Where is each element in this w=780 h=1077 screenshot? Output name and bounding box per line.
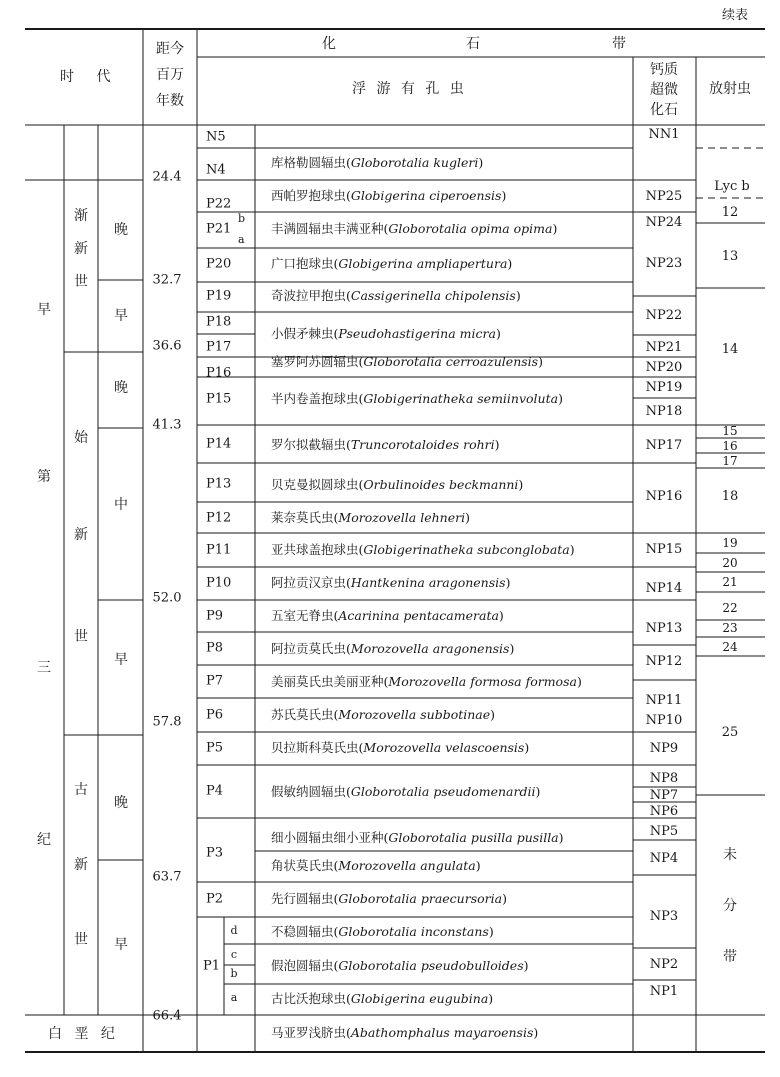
- nanno-zone: NP17: [645, 438, 683, 453]
- species-entry: 马亚罗浅脐虫(Abathomphalus mayaroensis): [271, 1024, 539, 1040]
- foram-zone: P1: [203, 958, 221, 974]
- foram-zone: P17: [206, 339, 232, 355]
- epoch-oligocene-2: 新: [74, 241, 88, 257]
- foram-zone: P18: [206, 314, 232, 330]
- species-entry: 苏氏莫氏虫(Morozovella subbotinae): [271, 706, 496, 722]
- nanno-zone: NP25: [645, 189, 683, 204]
- foram-zone: P7: [206, 673, 224, 689]
- species-entry: 古比沃抱球虫(Globigerina eugubina): [271, 990, 494, 1006]
- nanno-zone: NP5: [649, 824, 679, 839]
- nanno-zone: NP9: [649, 741, 679, 756]
- epoch-paleocene-3: 世: [74, 932, 88, 948]
- foram-zone: P2: [206, 891, 224, 907]
- era-header: 时 代: [60, 69, 111, 85]
- foram-zone: N4: [206, 162, 226, 178]
- species-entry: 罗尔拟截辐虫(Truncorotaloides rohri): [271, 436, 500, 452]
- radiolaria-zone: 18: [721, 489, 739, 504]
- age-header-line2: 百万: [156, 67, 184, 83]
- foram-zone: P13: [206, 476, 232, 492]
- radiolaria-zone: 20: [722, 556, 738, 570]
- species-entry: 假泡圆辐虫(Globorotalia pseudobulloides): [271, 957, 529, 973]
- nanno-zone: NP20: [645, 360, 683, 375]
- epoch-eocene-1: 始: [74, 430, 88, 446]
- foram-zone: P15: [206, 391, 232, 407]
- species-entry: 假敏纳圆辐虫(Globorotalia pseudomenardii): [271, 783, 541, 799]
- nanno-zone: NP11: [645, 693, 683, 708]
- nanno-header-line2: 超微: [650, 82, 678, 98]
- species-entry: 小假矛棘虫(Pseudohastigerina micra): [271, 325, 501, 341]
- nanno-header-line1: 钙质: [650, 62, 678, 78]
- radiolaria-zone: 24: [722, 640, 738, 654]
- foram-zone: P11: [206, 542, 232, 558]
- foram-zone: P22: [206, 196, 232, 212]
- age-header-line1: 距今: [156, 41, 184, 57]
- age-value: 36.6: [152, 338, 182, 354]
- nanno-zone: NP12: [645, 654, 683, 669]
- nanno-zone: NP21: [645, 340, 683, 355]
- nanno-zone: NP3: [649, 909, 679, 924]
- period-char-ji: 纪: [37, 832, 51, 848]
- nanno-zone: NP10: [645, 713, 683, 728]
- fossils-header-char1: 化: [322, 36, 336, 52]
- species-entry: 西帕罗抱球虫(Globigerina ciperoensis): [271, 187, 507, 203]
- age-value: 63.7: [152, 869, 182, 885]
- foram-zone: P16: [206, 365, 232, 381]
- epoch-eocene-2: 新: [74, 527, 88, 543]
- nanno-zone: NP6: [649, 804, 679, 819]
- radiolaria-zone: 25: [721, 725, 739, 740]
- foram-zone: P19: [206, 288, 232, 304]
- radiolaria-unzoned-char: 分: [723, 898, 737, 914]
- species-entry: 库格勒圆辐虫(Globorotalia kugleri): [271, 154, 484, 170]
- epoch-paleocene-2: 新: [74, 857, 88, 873]
- species-entry: 奇波拉甲抱虫(Cassigerinella chipolensis): [271, 287, 521, 303]
- age-value: 57.8: [152, 714, 182, 730]
- subdivision-early: 早: [114, 937, 128, 953]
- nanno-zone: NP2: [649, 957, 679, 972]
- nanno-zone: NP4: [649, 851, 679, 866]
- cretaceous-label: 白 垩 纪: [48, 1026, 115, 1042]
- radiolaria-unzoned-char: 带: [723, 949, 737, 965]
- period-char-san: 三: [37, 660, 51, 676]
- species-entry: 莱奈莫氏虫(Morozovella lehneri): [271, 509, 470, 525]
- nanno-header-line3: 化石: [650, 102, 678, 118]
- foram-subzone: b: [238, 212, 246, 225]
- radiolaria-header: 放射虫: [709, 81, 751, 97]
- foram-zone: N5: [206, 129, 226, 145]
- nanno-zone: NP13: [645, 621, 683, 636]
- foram-zone: P8: [206, 640, 224, 656]
- species-entry: 五室无脊虫(Acarinina pentacamerata): [271, 607, 504, 623]
- subdivision-early: 早: [114, 652, 128, 668]
- foram-zone: P6: [206, 707, 224, 723]
- radiolaria-zone: 15: [722, 424, 738, 438]
- radiolaria-unzoned-char: 未: [723, 847, 737, 863]
- species-entry: 阿拉贡莫氏虫(Morozovella aragonensis): [271, 640, 515, 656]
- species-entry: 美丽莫氏虫美丽亚种(Morozovella formosa formosa): [271, 673, 582, 689]
- foram-zone: P4: [206, 783, 224, 799]
- subdivision-early: 早: [114, 308, 128, 324]
- foram-zone: P5: [206, 740, 224, 756]
- subdivision-middle: 中: [114, 497, 128, 513]
- age-value: 52.0: [152, 590, 182, 606]
- foram-subzone: a: [238, 233, 245, 246]
- foram-zone: P14: [206, 436, 232, 452]
- radiolaria-zone: 19: [722, 536, 738, 550]
- species-entry: 塞罗阿苏圆辐虫(Globorotalia cerroazulensis): [271, 353, 543, 369]
- planktonic-foram-header: 浮 游 有 孔 虫: [352, 81, 464, 97]
- continued-caption: 续表: [722, 8, 749, 23]
- radiolaria-zone: 22: [722, 601, 738, 615]
- epoch-eocene-3: 世: [74, 629, 88, 645]
- foram-zone: P10: [206, 575, 232, 591]
- foram-zone: P21: [206, 221, 232, 237]
- foram-subzone: b: [230, 967, 238, 980]
- epoch-paleocene-1: 古: [74, 782, 88, 798]
- nanno-zone: NP24: [645, 215, 683, 230]
- subdivision-late: 晚: [114, 222, 128, 238]
- foram-subzone: d: [230, 924, 238, 937]
- age-header-line3: 年数: [156, 93, 184, 109]
- radiolaria-zone: 12: [721, 205, 739, 220]
- period-char-di: 第: [37, 469, 51, 485]
- foram-zone: P3: [206, 845, 224, 861]
- age-value: 32.7: [152, 272, 182, 288]
- epoch-oligocene-1: 渐: [74, 208, 88, 224]
- foram-zone: P9: [206, 608, 224, 624]
- nanno-zone: NP7: [649, 788, 679, 803]
- period-char-early: 早: [37, 302, 51, 318]
- nanno-zone: NP14: [645, 581, 683, 596]
- fossils-header-char2: 石: [466, 36, 480, 52]
- radiolaria-zone: 17: [722, 454, 738, 468]
- species-entry: 半内卷盖抱球虫(Globigerinatheka semiinvoluta): [271, 390, 563, 406]
- age-value: 24.4: [152, 169, 182, 185]
- radiolaria-zone: 21: [722, 575, 738, 589]
- nanno-zone: NP18: [645, 404, 683, 419]
- fossils-header-char3: 带: [612, 36, 626, 52]
- foram-subzone: c: [230, 948, 238, 961]
- species-entry: 贝克曼拟圆球虫(Orbulinoides beckmanni): [271, 476, 524, 492]
- foram-zone: P20: [206, 256, 232, 272]
- species-entry: 角状莫氏虫(Morozovella angulata): [271, 857, 481, 873]
- species-entry: 细小圆辐虫细小亚种(Globorotalia pusilla pusilla): [271, 829, 564, 845]
- species-entry: 广口抱球虫(Globigerina ampliapertura): [271, 255, 513, 271]
- species-entry: 阿拉贡汉京虫(Hantkenina aragonensis): [271, 574, 511, 590]
- age-value: 66.4: [152, 1008, 182, 1024]
- nanno-zone: NP1: [649, 984, 679, 999]
- radiolaria-zone: 13: [721, 249, 739, 264]
- age-value: 41.3: [152, 417, 182, 433]
- radiolaria-zone: 14: [721, 342, 739, 357]
- foram-zone: P12: [206, 510, 232, 526]
- subdivision-late: 晚: [114, 380, 128, 396]
- species-entry: 贝拉斯科莫氏虫(Morozovella velascoensis): [271, 739, 530, 755]
- species-entry: 不稳圆辐虫(Globorotalia inconstans): [271, 923, 494, 939]
- nanno-zone: NN1: [648, 127, 680, 142]
- radiolaria-zone: 16: [722, 439, 738, 453]
- subdivision-late: 晚: [114, 795, 128, 811]
- nanno-zone: NP22: [645, 308, 683, 323]
- nanno-zone: NP23: [645, 256, 683, 271]
- nanno-zone: NP15: [645, 542, 683, 557]
- nanno-zone: NP19: [645, 380, 683, 395]
- species-entry: 先行圆辐虫(Globorotalia praecursoria): [271, 890, 507, 906]
- species-entry: 丰满圆辐虫丰满亚种(Globorotalia opima opima): [271, 220, 558, 236]
- nanno-zone: NP16: [645, 489, 683, 504]
- species-entry: 亚共球盖抱球虫(Globigerinatheka subconglobata): [271, 541, 575, 557]
- foram-subzone: a: [230, 991, 238, 1004]
- radiolaria-zone: 23: [722, 621, 738, 635]
- radiolaria-zone: Lyc b: [714, 179, 750, 194]
- epoch-oligocene-3: 世: [74, 274, 88, 290]
- nanno-zone: NP8: [649, 771, 679, 786]
